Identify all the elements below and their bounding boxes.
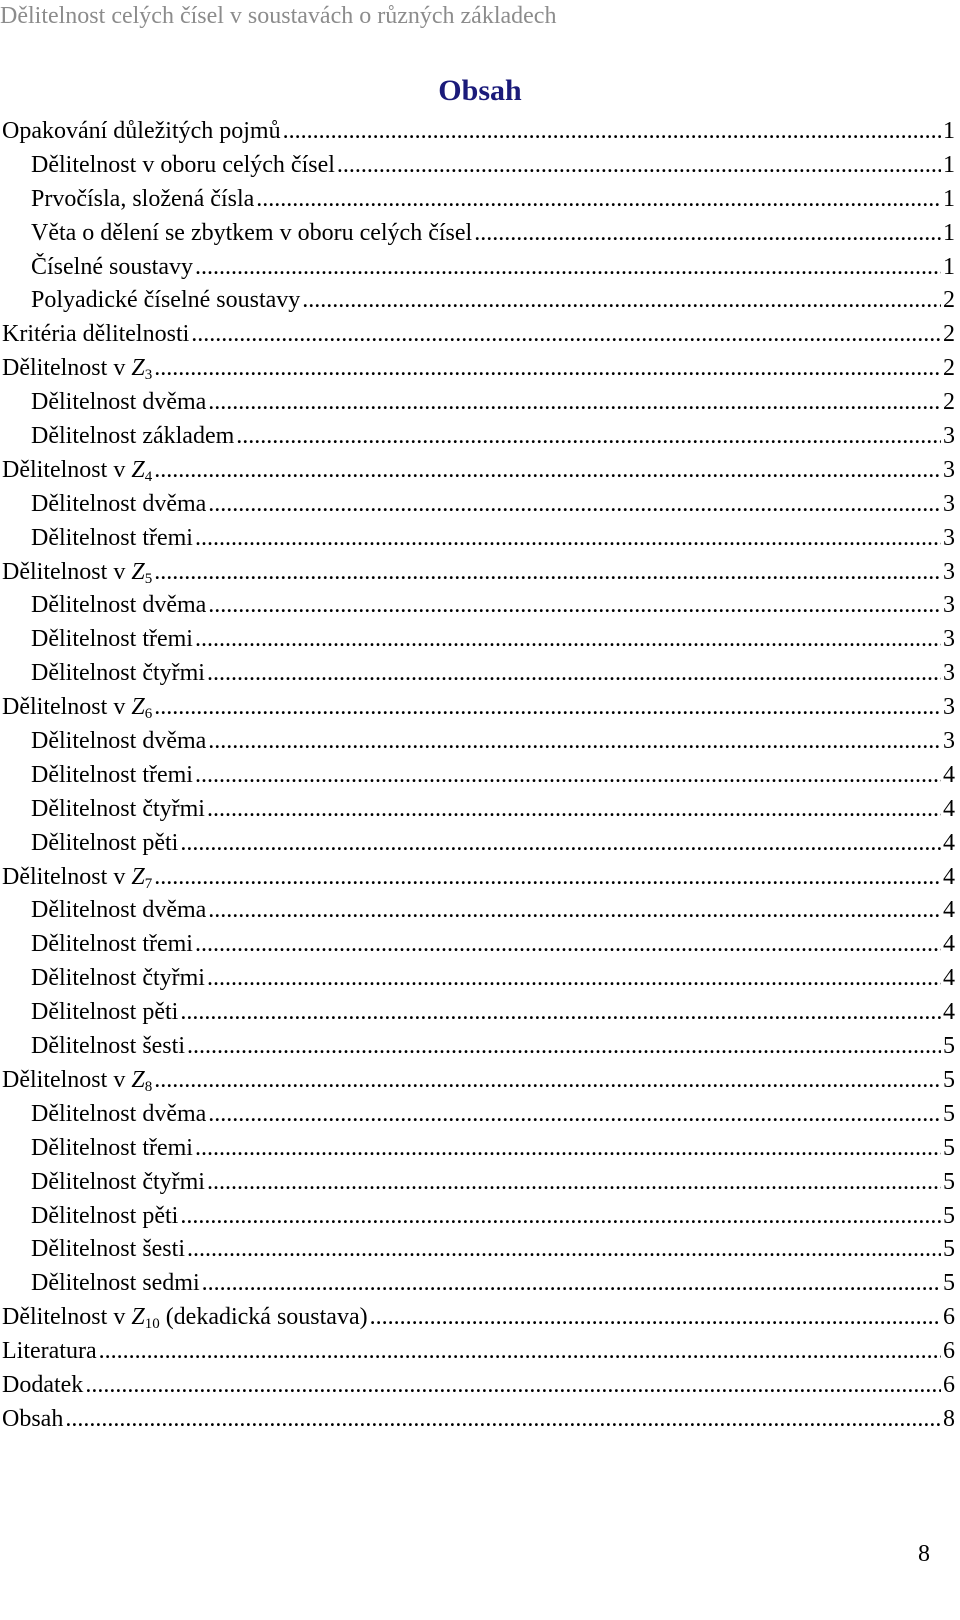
toc-entry[interactable] (2, 795, 955, 829)
table-of-contents (2, 117, 955, 1439)
dot-leader (207, 795, 941, 823)
toc-entry-page: 1 (943, 118, 955, 144)
toc-entry-label: Dělitelnost v $Z_3$ (2, 355, 153, 384)
toc-entry-label: Dělitelnost čtyřmi (31, 660, 205, 687)
toc-entry[interactable] (2, 1405, 955, 1439)
toc-entry-page: 5 (943, 1033, 955, 1060)
page-number: 8 (918, 1541, 930, 1567)
toc-title: Obsah (438, 74, 522, 107)
toc-entry-label: Dělitelnost čtyřmi (31, 1168, 205, 1195)
math-symbol: $Z_6$ (131, 694, 153, 723)
toc-entry[interactable] (2, 591, 955, 625)
toc-entry-page: 4 (943, 863, 955, 890)
toc-entry-page: 2 (943, 321, 955, 348)
toc-entry[interactable] (2, 185, 955, 219)
dot-leader (236, 422, 941, 450)
toc-entry-label: Dělitelnost v $Z_5$ (2, 558, 153, 587)
toc-entry[interactable] (2, 964, 955, 998)
toc-entry-page: 3 (943, 558, 955, 585)
math-subscript: 7 (144, 875, 153, 892)
math-symbol: $Z_3$ (131, 355, 153, 384)
dot-leader (302, 286, 941, 314)
toc-entry-label: Dělitelnost dvěma (31, 1100, 207, 1127)
toc-entry-label: Dodatek (2, 1371, 84, 1398)
toc-entry-label: Dělitelnost třemi (31, 524, 193, 551)
toc-entry-page: 2 (943, 389, 955, 416)
toc-entry-page: 3 (943, 728, 955, 755)
toc-entry-label: Dělitelnost třemi (31, 761, 193, 788)
toc-entry[interactable] (2, 422, 955, 456)
math-symbol: $Z_8$ (131, 1066, 153, 1095)
toc-entry-page: 3 (943, 423, 955, 450)
toc-entry-page: 4 (943, 795, 955, 822)
dot-leader (99, 1337, 941, 1365)
dot-leader (208, 388, 941, 416)
dot-leader (154, 456, 941, 484)
toc-entry[interactable] (2, 1202, 955, 1236)
dot-leader (195, 761, 941, 789)
toc-entry-label: Dělitelnost třemi (31, 626, 193, 653)
dot-leader (208, 591, 941, 619)
toc-entry[interactable] (2, 659, 955, 693)
dot-leader (208, 490, 941, 518)
toc-entry[interactable] (2, 320, 955, 354)
toc-entry-label: Dělitelnost v $Z_8$ (2, 1066, 153, 1095)
math-subscript: 6 (144, 706, 153, 723)
dot-leader (154, 693, 941, 721)
toc-entry-label: Dělitelnost základem (31, 423, 235, 450)
math-subscript: 8 (144, 1078, 153, 1095)
toc-entry-page: 1 (943, 253, 955, 280)
dot-leader (208, 1100, 941, 1128)
dot-leader (283, 117, 941, 145)
toc-entry[interactable] (2, 1066, 955, 1100)
toc-entry-label: Dělitelnost dvěma (31, 389, 207, 416)
toc-entry[interactable] (2, 1032, 955, 1066)
dot-leader (195, 524, 941, 552)
dot-leader (154, 863, 941, 891)
toc-entry[interactable] (2, 1371, 955, 1405)
math-subscript: 4 (144, 468, 153, 485)
toc-entry-page: 3 (943, 660, 955, 687)
toc-entry-page: 5 (943, 1134, 955, 1161)
math-subscript: 10 (144, 1316, 160, 1333)
dot-leader (207, 1168, 941, 1196)
toc-entry-label: Dělitelnost pěti (31, 829, 179, 856)
dot-leader (195, 625, 941, 653)
toc-entry[interactable] (2, 219, 955, 253)
toc-entry-label: Dělitelnost čtyřmi (31, 965, 205, 992)
dot-leader (256, 185, 941, 213)
toc-entry-label: Dělitelnost dvěma (31, 592, 207, 619)
toc-entry[interactable] (2, 354, 955, 388)
toc-entry-label: Dělitelnost šesti (31, 1236, 185, 1263)
toc-entry[interactable] (2, 896, 955, 930)
toc-entry-page: 5 (943, 1066, 955, 1093)
toc-entry[interactable] (2, 388, 955, 422)
toc-entry[interactable] (2, 1168, 955, 1202)
toc-entry-label: Věta o dělení se zbytkem v oboru celých čísel (31, 219, 473, 246)
toc-entry[interactable] (2, 693, 955, 727)
toc-entry-label: Dělitelnost dvěma (31, 728, 207, 755)
toc-entry-label: Číselné soustavy (31, 253, 193, 280)
math-subscript: 3 (144, 367, 153, 384)
dot-leader (180, 998, 941, 1026)
toc-entry[interactable] (2, 727, 955, 761)
toc-entry-page: 3 (943, 694, 955, 721)
toc-entry-page: 1 (943, 219, 955, 246)
dot-leader (208, 896, 941, 924)
toc-entry[interactable] (2, 1134, 955, 1168)
dot-leader (370, 1303, 941, 1331)
toc-entry-page: 3 (943, 626, 955, 653)
toc-entry[interactable] (2, 1303, 955, 1337)
toc-entry-label: Literatura (2, 1338, 97, 1365)
toc-entry-page: 4 (943, 761, 955, 788)
toc-entry[interactable] (2, 930, 955, 964)
math-symbol: $Z_7$ (131, 863, 153, 892)
dot-leader (154, 1066, 941, 1094)
toc-entry-label: Opakování důležitých pojmů (2, 118, 281, 144)
toc-entry[interactable] (2, 253, 955, 287)
dot-leader (180, 829, 941, 857)
toc-entry[interactable] (2, 998, 955, 1032)
toc-entry-label: Kritéria dělitelnosti (2, 321, 190, 348)
running-header: Dělitelnost celých čísel v soustavách o různých základech (0, 3, 557, 29)
toc-entry[interactable] (2, 1100, 955, 1134)
toc-entry[interactable] (2, 151, 955, 185)
toc-entry-label: Dělitelnost v $Z_7$ (2, 863, 153, 892)
toc-entry-page: 5 (943, 1236, 955, 1263)
dot-leader (202, 1269, 941, 1297)
toc-entry-label: Dělitelnost šesti (31, 1033, 185, 1060)
dot-leader (191, 320, 941, 348)
toc-entry-page: 6 (943, 1304, 955, 1331)
dot-leader (195, 1134, 941, 1162)
toc-entry-label: Dělitelnost sedmi (31, 1270, 200, 1297)
toc-entry-label: Dělitelnost čtyřmi (31, 795, 205, 822)
toc-entry-page: 3 (943, 456, 955, 483)
toc-entry[interactable] (2, 761, 955, 795)
toc-entry-label: Dělitelnost pěti (31, 1202, 179, 1229)
toc-entry-page: 4 (943, 897, 955, 924)
toc-entry-label: Dělitelnost třemi (31, 1134, 193, 1161)
toc-entry-page: 4 (943, 829, 955, 856)
toc-entry-page: 3 (943, 592, 955, 619)
toc-entry[interactable] (2, 456, 955, 490)
toc-entry-page: 4 (943, 965, 955, 992)
dot-leader (207, 964, 941, 992)
math-symbol: $Z_4$ (131, 456, 153, 485)
dot-leader (195, 930, 941, 958)
toc-entry[interactable] (2, 490, 955, 524)
dot-leader (474, 219, 941, 247)
dot-leader (154, 354, 941, 382)
toc-entry-label: Dělitelnost v $Z_6$ (2, 694, 153, 723)
toc-entry-page: 5 (943, 1168, 955, 1195)
toc-entry-page: 6 (943, 1371, 955, 1398)
dot-leader (208, 727, 941, 755)
toc-entry-label: Dělitelnost dvěma (31, 490, 207, 517)
toc-entry-page: 4 (943, 999, 955, 1026)
toc-entry[interactable] (2, 558, 955, 592)
toc-entry-label: Obsah (2, 1405, 64, 1432)
toc-entry-label: Dělitelnost dvěma (31, 897, 207, 924)
toc-entry-label: Dělitelnost v oboru celých čísel (31, 151, 335, 178)
toc-entry-page: 6 (943, 1338, 955, 1365)
toc-entry[interactable] (2, 625, 955, 659)
toc-entry-page: 3 (943, 524, 955, 551)
toc-entry-label: Dělitelnost v $Z_{10}$ (dekadická soustava) (2, 1304, 368, 1333)
toc-entry[interactable] (2, 117, 955, 151)
dot-leader (180, 1202, 941, 1230)
toc-entry-page: 2 (943, 355, 955, 382)
toc-entry[interactable] (2, 286, 955, 320)
toc-entry-page: 5 (943, 1100, 955, 1127)
toc-entry-label: Dělitelnost pěti (31, 999, 179, 1026)
dot-leader (337, 151, 941, 179)
math-symbol: $Z_5$ (131, 558, 153, 587)
toc-entry-label: Polyadické číselné soustavy (31, 287, 301, 314)
math-symbol: $Z_{10}$ (131, 1304, 160, 1333)
dot-leader (195, 253, 941, 281)
toc-entry-page: 1 (943, 185, 955, 212)
toc-entry-page: 8 (943, 1405, 955, 1432)
toc-entry[interactable] (2, 1235, 955, 1269)
toc-entry-page: 5 (943, 1202, 955, 1229)
dot-leader (187, 1032, 941, 1060)
toc-entry-page: 3 (943, 490, 955, 517)
toc-entry-label: Dělitelnost třemi (31, 931, 193, 958)
toc-entry-label: Prvočísla, složená čísla (31, 185, 255, 212)
dot-leader (65, 1405, 941, 1433)
toc-entry-page: 2 (943, 287, 955, 314)
toc-entry[interactable] (2, 1337, 955, 1371)
dot-leader (207, 659, 941, 687)
toc-entry[interactable] (2, 524, 955, 558)
toc-entry-page: 4 (943, 931, 955, 958)
dot-leader (154, 558, 941, 586)
toc-entry[interactable] (2, 863, 955, 897)
toc-entry-page: 1 (943, 151, 955, 178)
dot-leader (85, 1371, 941, 1399)
toc-entry[interactable] (2, 1269, 955, 1303)
toc-entry[interactable] (2, 829, 955, 863)
toc-entry-label: Dělitelnost v $Z_4$ (2, 456, 153, 485)
toc-entry-page: 5 (943, 1270, 955, 1297)
dot-leader (187, 1235, 941, 1263)
math-subscript: 5 (144, 570, 153, 587)
